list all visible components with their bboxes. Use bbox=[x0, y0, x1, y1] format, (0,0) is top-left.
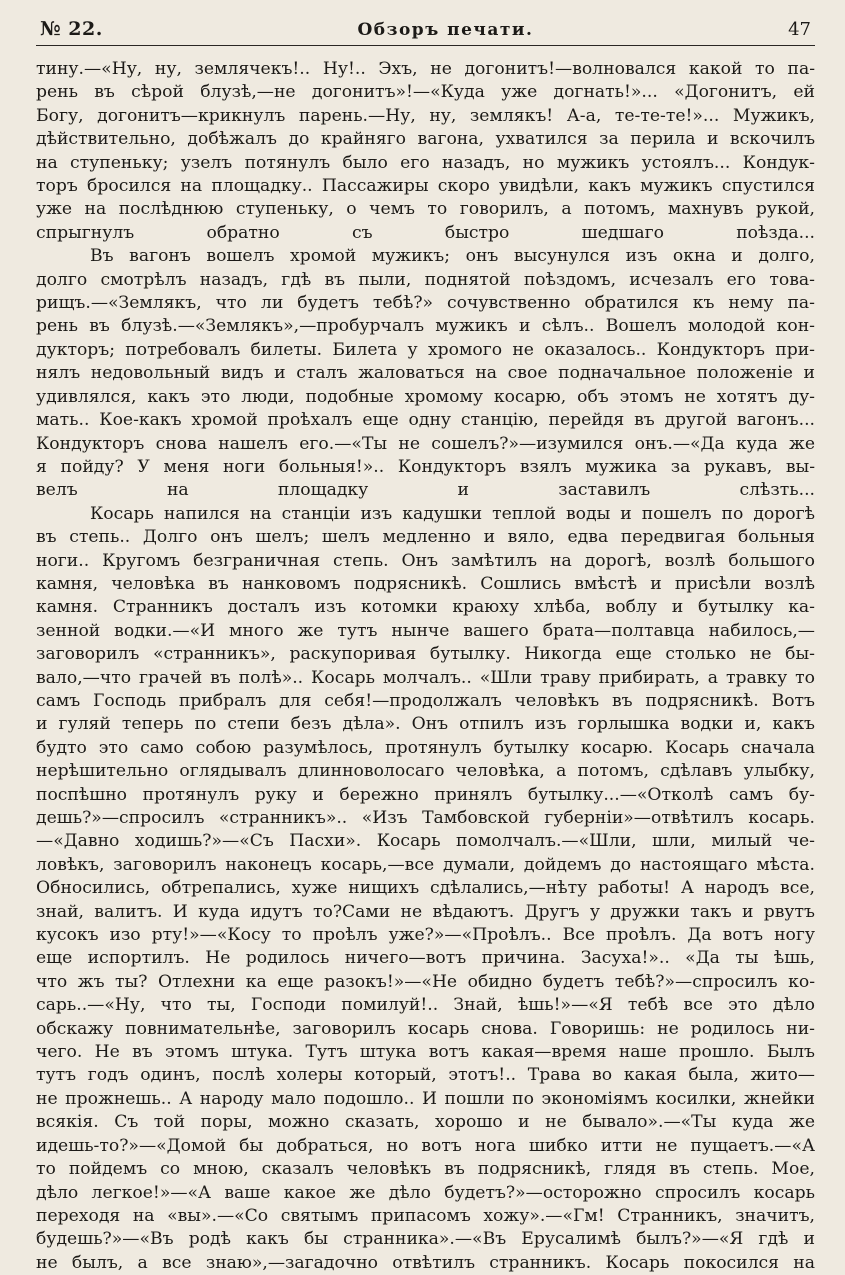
text-line: уже на послѣднюю ступеньку, о чемъ то говорилъ, а потомъ, махнувъ рукой, bbox=[36, 199, 815, 220]
text-line: я пойду? У меня ноги больныя!».. Кондукторъ взялъ мужика за рукавъ, вы- bbox=[36, 456, 815, 477]
text-line: обскажу повнимательнѣе, заговорилъ косарь снова. Говоришь: не родилось ни- bbox=[36, 1018, 815, 1039]
text-line: то пойдемъ со мною, сказалъ человѣкъ въ подрясникѣ, глядя въ степь. Мое, bbox=[36, 1159, 815, 1180]
text-line: чего. Не въ этомъ штука. Тутъ штука вотъ какая—время наше прошло. Былъ bbox=[36, 1042, 815, 1063]
text-line: не былъ, а все знаю»,—загадочно отвѣтилъ странникъ. Косарь покосился на bbox=[36, 1252, 815, 1273]
text-line: кусокъ изо рту!»—«Косу то проѣлъ уже?»—«Проѣлъ.. Все проѣлъ. Да вотъ ногу bbox=[36, 925, 815, 946]
page-header bbox=[36, 18, 815, 46]
text-line: будешь?»—«Въ родѣ какъ бы странника».—«Въ Ерусалимѣ былъ?»—«Я гдѣ и bbox=[36, 1229, 815, 1250]
text-line: дукторъ; потребовалъ билеты. Билета у хромого не оказалось.. Кондукторъ при- bbox=[36, 339, 815, 360]
text-line: рищъ.—«Землякъ, что ли будетъ тебѣ?» сочувственно обратился къ нему па- bbox=[36, 293, 815, 314]
text-line: ноги.. Кругомъ безграничная степь. Онъ замѣтилъ на дорогѣ, возлѣ большого bbox=[36, 550, 815, 571]
text-line: въ степь.. Долго онъ шелъ; шелъ медленно и вяло, едва передвигая больныя bbox=[36, 527, 815, 548]
text-line: нерѣшительно оглядывалъ длинноволосаго человѣка, а потомъ, сдѣлавъ улыбку, bbox=[36, 761, 815, 782]
text-line: долго смотрѣлъ назадъ, гдѣ въ пыли, поднятой поѣздомъ, исчезалъ его това- bbox=[36, 269, 815, 290]
text-line: Обносились, обтрепались, хуже нищихъ сдѣлались,—нѣту работы! А народъ все, bbox=[36, 878, 815, 899]
text-line: мать.. Кое-какъ хромой проѣхалъ еще одну станцiю, перейдя въ другой вагонъ... bbox=[36, 410, 815, 431]
page-number: 47 bbox=[788, 19, 811, 40]
text-line: Косарь напился на станцiи изъ кадушки теплой воды и пошелъ по дорогѣ bbox=[90, 503, 815, 524]
text-line: дѣло легкое!»—«А ваше какое же дѣло будетъ?»—осторожно спросилъ косарь bbox=[36, 1182, 815, 1203]
section-title: Обзоръ печати. bbox=[357, 20, 534, 40]
text-line: что жъ ты? Отлехни ка еще разокъ!»—«Не обидно будетъ тебѣ?»—спросилъ ко- bbox=[36, 971, 815, 992]
text-line: нялъ недовольный видъ и сталъ жаловаться на свое подначальное положенiе и bbox=[36, 363, 815, 384]
issue-number: № 22. bbox=[40, 18, 103, 40]
text-line: заговорилъ «странникъ», раскупоривая бутылку. Никогда еще столько не бы- bbox=[36, 644, 815, 665]
text-line: дѣйствительно, добѣжалъ до крайняго вагона, ухватился за перила и вскочилъ bbox=[36, 129, 815, 150]
text-line: вало,—что грачей въ полѣ».. Косарь молчалъ.. «Шли траву прибирать, а травку то bbox=[36, 667, 815, 688]
text-line: тину.—«Ну, ну, землячекъ!.. Ну!.. Эхъ, не догонитъ!—волновался какой то па- bbox=[36, 59, 815, 79]
text-line: переходя на «вы».—«Со святымъ припасомъ хожу».—«Гм! Странникъ, значитъ, bbox=[36, 1205, 815, 1226]
article-body bbox=[36, 58, 815, 1275]
text-line: и гуляй теперь по степи безъ дѣла». Онъ отпилъ изъ горлышка водки и, какъ bbox=[36, 714, 815, 735]
text-line: Въ вагонъ вошелъ хромой мужикъ; онъ высунулся изъ окна и долго, bbox=[90, 246, 815, 267]
text-line: самъ Господь прибралъ для себя!—продолжалъ человѣкъ въ подрясникѣ. Вотъ bbox=[36, 690, 815, 711]
text-line: дешь?»—спросилъ «странникъ».. «Изъ Тамбовской губернiи»—отвѣтилъ косарь. bbox=[36, 808, 815, 828]
text-line: рень въ блузѣ.—«Землякъ»,—пробурчалъ мужикъ и сѣлъ.. Вошелъ молодой кон- bbox=[36, 316, 815, 337]
text-line: будто это само собою разумѣлось, протянулъ бутылку косарю. Косарь сначала bbox=[36, 737, 815, 758]
text-line: Кондукторъ снова нашелъ его.—«Ты не сошелъ?»—изумился онъ.—«Да куда же bbox=[36, 433, 815, 454]
text-line: всякiя. Съ той поры, можно сказать, хорошо и не бывало».—«Ты куда же bbox=[36, 1112, 815, 1133]
text-line: тутъ годъ одинъ, послѣ холеры который, этотъ!.. Трава во какая была, жито— bbox=[36, 1065, 815, 1086]
text-line: Богу, догонитъ—крикнулъ парень.—Ну, ну, землякъ! А-а, те-те-те!»... Мужикъ, bbox=[36, 105, 815, 126]
text-line: сарь..—«Ну, что ты, Господи помилуй!.. Знай, ѣшь!»—«Я тебѣ все это дѣло bbox=[36, 995, 815, 1016]
text-line: спрыгнулъ обратно съ быстро шедшаго поѣзда... bbox=[36, 222, 815, 243]
text-line: зенной водки.—«И много же тутъ нынче вашего брата—полтавца набилось,— bbox=[36, 620, 815, 641]
text-line: камня, человѣка въ нанковомъ подрясникѣ. Сошлись вмѣстѣ и присѣли возлѣ bbox=[36, 573, 815, 594]
text-line: не прожнешь.. А народу мало подошло.. И пошли по экономiямъ косилки, жнейки bbox=[36, 1088, 815, 1109]
text-line: —«Давно ходишь?»—«Съ Пасхи». Косарь помолчалъ.—«Шли, шли, милый че- bbox=[36, 831, 815, 852]
text-line: на ступеньку; узелъ потянулъ было его назадъ, но мужикъ устоялъ... Кондук- bbox=[36, 152, 815, 173]
text-line: ловѣкъ, заговорилъ наконецъ косарь,—все думали, дойдемъ до настоящаго мѣста. bbox=[36, 854, 815, 875]
text-line: камня. Странникъ досталъ изъ котомки краюху хлѣба, воблу и бутылку ка- bbox=[36, 597, 815, 618]
text-line: знай, валитъ. И куда идутъ то?Сами не вѣдаютъ. Другъ у дружки такъ и рвутъ bbox=[36, 901, 815, 922]
text-line: еще испортилъ. Не родилось ничего—вотъ причина. Засуха!».. «Да ты ѣшь, bbox=[36, 948, 815, 969]
text-line: идешь-то?»—«Домой бы добраться, но вотъ нога шибко итти не пущаетъ.—«А bbox=[36, 1135, 815, 1156]
text-line: поспѣшно протянулъ руку и бережно принялъ бутылку...—«Отколѣ самъ бу- bbox=[36, 784, 815, 805]
text-line: удивлялся, какъ это люди, подобные хромому косарю, объ этомъ не хотятъ ду- bbox=[36, 386, 815, 407]
text-line: торъ бросился на площадку.. Пассажиры скоро увидѣли, какъ мужикъ спустился bbox=[36, 176, 815, 197]
text-line: велъ на площадку и заставилъ слѣзть... bbox=[36, 480, 815, 501]
text-line: рень въ сѣрой блузѣ,—не догонитъ»!—«Куда уже догнать!»... «Догонитъ, ей bbox=[36, 82, 815, 103]
